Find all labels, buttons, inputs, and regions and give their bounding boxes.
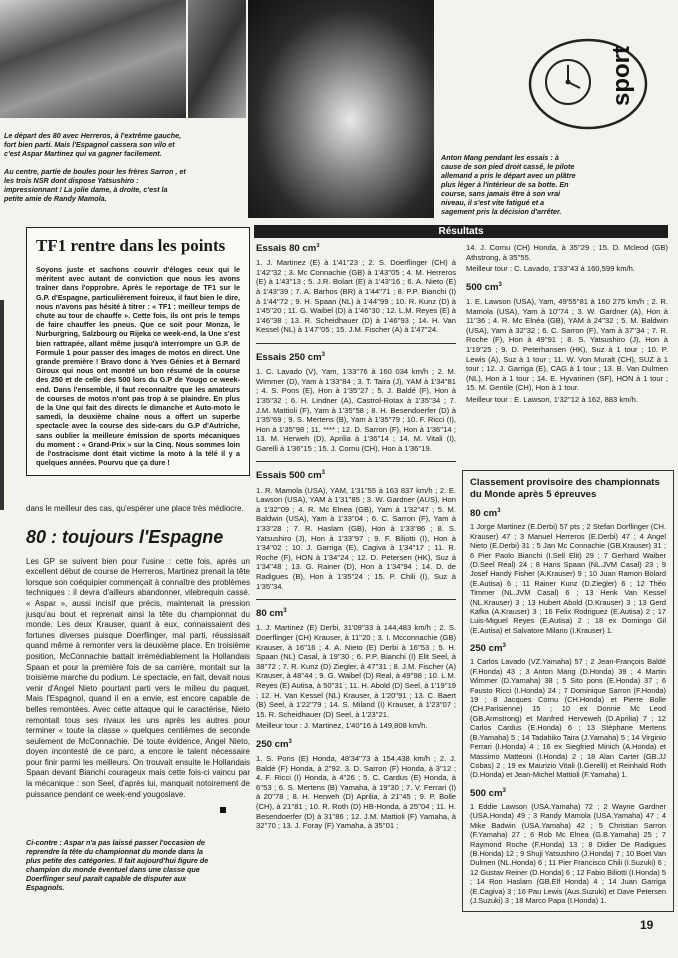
- caption-line: plus petite des catégories. Il fait aujourd'hui figure de: [26, 856, 209, 865]
- race-start-photo: [0, 0, 186, 118]
- end-mark: [220, 807, 226, 813]
- result-heading: Essais 80 cm: [256, 243, 317, 255]
- caption-line: allemand a pris le départ avec un plâtre: [441, 171, 576, 180]
- standings-text: 1 Eddie Lawson (USA.Yamaha) 72 ; 2 Wayne Gardner (USA.Honda) 49 ; 3 Randy Mamola (USA.Yamaha) 47 ; 4 Mike Badwin (USA.Yamaha) 42 ; 5 Christian Sarron (F.Yamaha) 27 ; 6 Rob Mc Elnea (G.B.Yamaha) 25 ; 7 Raymond Roche (F.Honda) 13 ; 8 Didier De Radigues (B.Honda) 12 ; 9 Shuji Yatsushiro (J.Honda) 7 ; 10 Boet Van Dulmen (NL.Honda) 6 ; 11 Pier Francisco Chili (I.Suzuki) 6 ; 12 Gustav Reiner (D.Honda) 6 ; 12 Fabio Biliotti (I.Honda) 5 ; 14 Ron Haslam (GB.Elf Honda) 4 ; 14 Juan Garriga (E.Cagiva) 3 ; 16 Pau Lewis (Aus.Suzuki) et Dave Petersen (J.Suzuki) 3 ; 18 Marco Papa (I.Honda) 1.: [470, 801, 666, 905]
- result-entry: Essais 500 $cm^3$ 1. R. Mamola (USA), YAM, 1'31''55 à 163 837 km/h ; 2. E. Lawson (USA), YAM à 1'31''85 ; 3. W. Gardner (AUS), Hon à 1'32''09 ; 4. R. Mc Elnea (GB), Yam à 1'32''47 ; 5. M. Baldwin (USA), Yam à 1'33''04 ; 6. C. Sarron (F), Yam à 1'33''28 ; 7. R. Haslam (GB), Hon à 1'33''86 ; 8. S. Yatsushiro (J), Hon à 1'33''97 ; 9. F. Biliotti (I), Hon à 1'34''02 ; 10. J. Garriga (E), Cagiva à 1'34''17 ; 11. R. Roche (F), HON à 1'34''24 ; 12. D. Petersen (HK), Suz à 1'34''48 ; 13. G. Rainer (D), Hon à 1'34''94 ; 14. D. de Radigues (B), Hon à 1'35''24 ; 15. P. Chili (I), Suz à 1'35''34.: [256, 470, 456, 591]
- caption-line: c'est Aspar Martinez qui va gagner facilement.: [4, 149, 162, 158]
- caption-line: les trois NSR dont dispose Yatsushiro :: [4, 176, 139, 185]
- photo-caption-left: [4, 131, 240, 203]
- caption-line: petite amie de Randy Mamola.: [4, 194, 107, 203]
- best-lap-text: Meilleur tour : C. Lavado, 1'33''43 à 160,599 km/h.: [466, 264, 635, 274]
- caption-line: niveau, il s'est vite fatigué et a: [441, 198, 545, 207]
- result-heading: 250 cm: [256, 739, 289, 751]
- result-heading: 80 cm: [256, 608, 284, 620]
- caption-line: Doerflinger seul paraît capable de disputer aux: [26, 874, 187, 883]
- sport-logo: [524, 32, 652, 132]
- result-entry: Essais 80 $cm^3$ 1. J. Martinez (E) à 1'41''23 ; 2. S. Doerflinger (CH) à 1'42''32 ; 3. Mc Connachie (GB) à 1'43''05 ; 4. M. Herreros (E) à 1'43''13 ; 5. J.R. Bolart (E) à 1'43''16 ; 6. A. Nieto (E) à 1'43''39 ; 7. A. Barhos (BR) à 1'44''71 ; 8. P.P. Bianchi (I) à 1'44''72 ; 9. H. Spaan (NL) à 1'44''99 ; 10. R. Kunz (D) à 1'45''20 ; 11. G. Waibel (D) à 1'46''30 ; 12. L.M. Reyes (E) à 1'46''38 ; 13. R. Scheidhauer (D) à 1'46''93 ; 14. H. Van Kessel (NL) à 1'47''05 ; 15. J.M. Fischer (A) à 1'47''24.: [256, 243, 456, 335]
- sport-logo-text: sport: [608, 46, 635, 106]
- caption-line: Le départ des 80 avec Herreros, à l'extrême gauche,: [4, 131, 182, 140]
- result-entry: [466, 243, 668, 262]
- bottom-caption: [26, 838, 252, 892]
- caption-line: fort bien parti. Mais l'Espagnol cassera son vilo et: [4, 140, 175, 149]
- standings-heading: 500 cm: [470, 787, 503, 799]
- caption-line: champion du monde éventuel dans une classe que: [26, 865, 200, 874]
- paddock-photo: [188, 0, 246, 118]
- article-lead: dans le meilleur des cas, qu'espérer une place très médiocre.: [26, 504, 244, 513]
- result-entry: [256, 721, 456, 731]
- result-entry: Essais 250 $cm^3$ 1. C. Lavado (V), Yam, 1'33''76 à 160 034 km/h ; 2. M. Wimmer (D), Yam à 1'33''84 ; 3. T. Taira (J), YAM à 1'34''81 ; 4. S. Pons (E), Hon à 1'35''27 ; 5. J. Baldé (F), Hon à 1'35''32 ; 6. H. Lindner (A), Castrol-Rotax à 1'35''34 ; 7. J.M. Mattioli (F), Yam à 1'35''58 ; 8. H. Besendoerfer (D) à 1'35''69 ; 9. S. Mertens (B), Yam à 1'35''79 ; 10. F. Ricci (I), Hon à 1'35''98 ; 11. **** ; 12. D. Sarron (F), Hon à 1'36''14 ; 13. M. Herweh (D), Aprilia à 1'36''14 ; 14. M. Vitali (I), Garelli à 1'36''15 ; 15. J. Cornu (CH), Hon à 1'36''19.: [256, 351, 456, 453]
- result-text: 1. R. Mamola (USA), YAM, 1'31''55 à 163 837 km/h ; 2. E. Lawson (USA), YAM à 1'31''85 ; 3. W. Gardner (AUS), Hon à 1'32''09 ; 4. R. Mc Elnea (GB), Yam à 1'32''47 ; 5. M. Baldwin (USA), Yam à 1'33''04 ; 6. C. Sarron (F), Yam à 1'33''28 ; 7. R. Haslam (GB), Hon à 1'33''86 ; 8. S. Yatsushiro (J), Hon à 1'33''97 ; 9. F. Biliotti (I), Hon à 1'34''02 ; 10. J. Garriga (E), Cagiva à 1'34''17 ; 11. R. Roche (F), HON à 1'34''24 ; 12. D. Petersen (HK), Suz à 1'34''48 ; 13. G. Rainer (D), Hon à 1'34''94 ; 14. D. de Radigues (B), Hon à 1'35''24 ; 15. P. Chili (I), Suz à 1'35''34.: [256, 485, 456, 591]
- result-heading: 500 cm: [466, 281, 499, 293]
- result-entry: [466, 395, 668, 405]
- best-lap-text: Meilleur tour : J. Martinez, 1'40''16 à 149,808 km/h.: [256, 721, 428, 731]
- article-body: Les GP se suivent bien pour l'usine : cette fois, après un excellent début de course de Herreros, Martinez prenait la tête lorsque son coéquipier commençait à connaître des problèmes techniques : il devra d'ailleurs abandonner, vilebrequin cassé. « Aspar », aussi incisif que précis, maintenait la pression jusqu'au bout et reprenait ainsi la tête du championnat du monde. Les deux Krauser, quant à eux, connaissaient des fortunes diverses puisque Doerflinger, mal parti, réussissait quand même à remonter vers la deuxième place. En troisième position, McConnachie battait irrémédiablement la Hollandais Spaan et pour la première fois de sa carrière, montait sur la troisième marche du podium. Le spectacle, en fait, devait nous venir d'Angel Nieto pourtant parti vers le milieu du paquet. Mais l'Espagnol, quand il en a envie, est encore capable de belles remontées. Avec cette attaque qui le caractérise, Nieto remontait tous ses rivaux les uns après les autres pour terminer « toute la classe » quelques centièmes de seconde seulement de McConnachie. De toute évidence, Angel Nieto, doyen incontesté de ce parc, a encore le talent nécessaire pour finir parmi les meilleurs. On trouvait ensuite le Hollandais Spaan devant Bianchi courageux mais cette fois-ci vaincu par la mécanique : son Seel, d'après lui, manquait notoirement de puissance pendant ce week-end yougoslave.: [26, 556, 250, 799]
- result-text: 1. E. Lawson (USA), Yam, 49'55''81 à 160 275 km/h ; 2. R. Mamola (USA), Yam à 10''74 ; 3. W. Gardner (A), Hon à 11''36 ; 4. R. Mc Elnéa (GB), YAM à 24''32 ; 5. M. Baldwin (USA), Yam à 32''32 ; 6. C. Sarron (F), Yam à 37''34 ; 7. R. Roche (F), Hon à 49''91 ; 8. S. Yatsushiro (J), Hon à 1'19''25 ; 9. D. Peterhansen (HK), Suz à 1 tour ; 10. P. Lewis (A), Suz à 1 tour ; 11. W. Von Muralt (CH), SUZ à 1 tour ; 12. J. Garriga (E), CAG à 1 tour ; 13. B. Van Dulmen (NL), Hon à 1 tour ; 14. E. Hyvarinen (SF), HON à 1 tour ; 15. M. Gentile (CH), Hon à 1 tour.: [466, 296, 668, 393]
- result-heading: Essais 250 cm: [256, 352, 322, 364]
- divider: [256, 461, 456, 462]
- caption-line: impressionnant ! La jolie dame, à droite, c'est la: [4, 185, 168, 194]
- standings-box: Classement provisoire des championnats du Monde après 5 épreuves 80 $cm^3$ 1 Jorge Martinez (E.Derbi) 57 pts ; 2 Stefan Dorflinger (CH. Krauser) 47 ; 3 Manuel Herreros (E.Derbi) 47 ; 4 Angel Nieto (E.Derbi) 31 ; 5 Jan Mc Connachie (GB.Krauser) 31 ; 6 Pier Paolo Bianchi (I.Sell Elit) 29 ; 7 Gerhard Waiber (D.Seel Real) 24 ; 8 Hans Spaan (NL.JVM Casal) 23 ; 9 Josef Handy Fisher (A.Krauser) 9 ; 10 Juan Ramon Bolard (E.Autisa) 6 ; 11 Rainer Kunz (D.Ziegler) 6 ; 12 Théo Timmer (NL.JVM Casal) 6 ; 13 Henk Van Kessel (NL.Krauser) 3 ; 13 Hubert Abold (D.Krauser) 3 ; 13 Gerd Kafka (A.Krauser) 3 ; 16 Felix Rodriguez (E.Autisa) 2 ; 17 Luis-Miguel Reyes (E.Autisa) 2 ; 18 ex Domingo Gil (E.Autisa) et Salvatore Milano (I.Krauser) 1. 250 $cm^3$ 1 Carlos Lavado (VZ.Yamaha) 57 ; 2 Jean-François Baldé (F.Honda) 43 ; 3 Anton Mang (D.Honda) 39 ; 4 Martin Wimmer (D.Yamaha) 38 ; 5 Sito pons (E.Honda) 37 ; 6 Fausto Ricci (I.Honda) 24 ; 7 Dominique Sarron (F.Honda) 19 ; 8 Jacques Cornu (CH.Honda) et Pierre Bolle (CH.Parisienne) 15 ; 10 ex Donnie Mc Leod (GB.Armstrong) et Manfred Herveweh (D.Aprilia) 7 ; 12 Carlos Cardus (E.Honda) 6 ; 13 Stéphane Mertens (B.Yamaha) 5 ; 14 Tadahiko Taira (J.Yamaha) 5 ; 14 Virginio Ferrari (I.Honda) 4 ; 16 ex Siegfried Minich (A.Honda) et Massimo Matteoni (I.Honda) 2 ; 18 Alan Carter (GB.JJ Cobas) 2 ; 19 ex Maurizio Vitali (I.Gerelli) et Reinhald Roth (D.Honda) et Jean-Michel Mattioli (F.Yamaha) 1. 500 $cm^3$ 1 Eddie Lawson (USA.Yamaha) 72 ; 2 Wayne Gardner (USA.Honda) 49 ; 3 Randy Mamola (USA.Yamaha) 47 ; 4 Mike Badwin (USA.Yamaha) 42 ; 5 Christian Sarron (F.Yamaha) 27 ; 6 Rob Mc Elnea (G.B.Yamaha) 25 ; 7 Raymond Roche (F.Honda) 13 ; 8 Didier De Radigues (B.Honda) 12 ; 9 Shuji Yatsushiro (J.Honda) 7 ; 10 Boet Van Dulmen (NL.Honda) 6 ; 11 Pier Francisco Chili (I.Suzuki) 6 ; 12 Gustav Reiner (D.Honda) 6 ; 12 Fabio Biliotti (I.Honda) 5 ; 14 Ron Haslam (GB.Elf Honda) 4 ; 14 Juan Garriga (E.Cagiva) 3 ; 16 Pau Lewis (Aus.Suzuki) et Dave Petersen (J.Suzuki) 3 ; 18 Marco Papa (I.Honda) 1.: [462, 470, 674, 912]
- caption-line: Ci-contre : Aspar n'a pas laissé passer l'occasion de: [26, 838, 205, 847]
- page-number: 19: [640, 918, 654, 932]
- best-lap-text: Meilleur tour : E. Lawson, 1'32''12 à 162, 883 km/h.: [466, 394, 638, 404]
- caption-line: sagement pris la décision d'arrêter.: [441, 207, 562, 216]
- standings-text: 1 Jorge Martinez (E.Derbi) 57 pts ; 2 Stefan Dorflinger (CH. Krauser) 47 ; 3 Manuel Herreros (E.Derbi) 47 ; 4 Angel Nieto (E.Derbi) 31 ; 5 Jan Mc Connachie (GB.Krauser) 31 ; 6 Pier Paolo Bianchi (I.Sell Elit) 29 ; 7 Gerhard Waiber (D.Seel Real) 24 ; 8 Hans Spaan (NL.JVM Casal) 23 ; 9 Josef Handy Fisher (A.Krauser) 9 ; 10 Juan Ramon Bolard (E.Autisa) 6 ; 11 Rainer Kunz (D.Ziegler) 6 ; 12 Théo Timmer (NL.JVM Casal) 6 ; 13 Henk Van Kessel (NL.Krauser) 3 ; 13 Hubert Abold (D.Krauser) 3 ; 13 Gerd Kafka (A.Krauser) 3 ; 16 Felix Rodriguez (E.Autisa) 2 ; 17 Luis-Miguel Reyes (E.Autisa) 2 ; 18 ex Domingo Gil (E.Autisa) et Salvatore Milano (I.Krauser) 1.: [470, 522, 666, 635]
- standings-heading: 250 cm: [470, 643, 503, 655]
- result-entry: 80 $cm^3$ 1. J. Martinez (E) Derbi, 31'09''33 à 144,483 km/h ; 2. S. Doerflinger (CH) Krauser, à 11''20 ; 3. I. Mcconnachie (GB) Krauser, à 16''16 ; 4. A. Nieto (E) Derbi à 16''53 ; 5. H. Spaan (NL) Casal, à 19''30 ; 6. P.P. Bianchi (I) Elit Seel, à 38''72 ; 7. R. Kunz (D) Ziegler, à 47''31 ; 8. J.M. Fischer (A) Krauser, à 48''44 ; 9. G. Waibel (D) Real, à 49''98 ; 10. L.M. Reyes (E) Autisa, à 50''31 ; 11. H. Abold (D) Seel, à 1'19''19 ; 12. H. Van Kessel (NL) Krauser, à 1'20''91 ; 13. C. Baert (B) Seel, à 1'22''79 ; 14. S. Miland (I) Krauser, à 1'23''07 ; 15. R. Scheidhauer (D) Seel, à 1'23''21.: [256, 608, 456, 719]
- result-text: 1. S. Pons (E) Honda, 48'34''73 à 154,438 km/h ; 2. J. Baldé (F) Honda, à 2''92. 3. D. Sarron (F) Honda, à 3''12 ; 4. F. Ricci (I) Honda, à 4''26 ; 5. C. Cardus (E) Honda, à 6''53 ; 6. S. Mertens (B) Yamaha, à 19''30 ; 7. V. Ferrari (I) à 20''78 ; 8. H. Herweh (D) Aprilia, à 21''45 ; 9. P. Bolle (CH), à 21''81 ; 10. R. Roth (D) HB-Honda, à 25''04 ; 11. H. Besendoerfer (D) à 31''86 ; 12. J.M. Mattioli (F) Yamaha, à 32''70 ; 13. J. Foray (F) Yamaha, à 35''01 ;: [256, 754, 456, 831]
- left-photo-strip: [0, 300, 4, 510]
- result-heading: Essais 500 cm: [256, 470, 322, 482]
- standings-heading: 80 cm: [470, 508, 498, 520]
- result-text: 1. J. Martinez (E) à 1'41''23 ; 2. S. Doerflinger (CH) à 1'42''32 ; 3. Mc Connachie (GB) à 1'43''05 ; 4. M. Herreros (E) à 1'43''13 ; 5. J.R. Bolart (E) à 1'43''16 ; 6. A. Nieto (E) à 1'43''39 ; 7. A. Barhos (BR) à 1'44''71 ; 8. P.P. Bianchi (I) à 1'44''72 ; 9. H. Spaan (NL) à 1'44''99 ; 10. R. Kunz (D) à 1'45''20 ; 11. G. Waibel (D) à 1'46''30 ; 12. L.M. Reyes (E) à 1'46''38 ; 13. R. Scheidhauer (D) à 1'46''93 ; 14. H. Van Kessel (NL) à 1'47''05 ; 15. J.M. Fischer (A) à 1'47''24.: [256, 258, 456, 335]
- standings-title: Classement provisoire des championnats du Monde après 5 épreuves: [470, 477, 660, 500]
- tf1-title: TF1 rentre dans les points: [36, 236, 226, 255]
- divider: [256, 343, 456, 344]
- result-text: 14. J. Cornu (CH) Honda, à 35''29 ; 15. D. Mcleod (GB) Athstrong, à 35''55.: [466, 243, 668, 262]
- divider: [256, 599, 456, 600]
- result-text: 1. J. Martinez (E) Derbi, 31'09''33 à 144,483 km/h ; 2. S. Doerflinger (CH) Krauser, à 11''20 ; 3. I. Mcconnachie (GB) Krauser, à 16''16 ; 4. A. Nieto (E) Derbi à 16''53 ; 5. H. Spaan (NL) Casal, à 19''30 ; 6. P.P. Bianchi (I) Elit Seel, à 38''72 ; 7. R. Kunz (D) Ziegler, à 47''31 ; 8. J.M. Fischer (A) Krauser, à 48''44 ; 9. G. Waibel (D) Real, à 49''98 ; 10. L.M. Reyes (E) Autisa, à 50''31 ; 11. H. Abold (D) Seel, à 1'19''19 ; 12. H. Van Kessel (NL) Krauser, à 1'20''91 ; 13. C. Baert (B) Seel, à 1'22''79 ; 14. S. Miland (I) Krauser, à 1'23''07 ; 15. R. Scheidhauer (D) Seel, à 1'23''21.: [256, 623, 456, 719]
- results-col-2: [466, 243, 668, 413]
- article: [26, 504, 250, 818]
- result-text: 1. C. Lavado (V), Yam, 1'33''76 à 160 034 km/h ; 2. M. Wimmer (D), Yam à 1'33''84 ; 3. T. Taira (J), YAM à 1'34''81 ; 4. S. Pons (E), Hon à 1'35''27 ; 5. J. Baldé (F), Hon à 1'35''32 ; 6. H. Lindner (A), Castrol-Rotax à 1'35''34 ; 7. J.M. Mattioli (F), Yam à 1'35''58 ; 8. H. Besendoerfer (D) à 1'35''69 ; 9. S. Mertens (B), Yam à 1'35''79 ; 10. F. Ricci (I), Hon à 1'35''98 ; 11. **** ; 12. D. Sarron (F), Hon à 1'36''14 ; 13. M. Herweh (D), Aprilia à 1'36''14 ; 14. M. Vitali (I), Garelli à 1'36''15 ; 15. J. Cornu (CH), Hon à 1'36''19.: [256, 367, 456, 453]
- result-entry: [466, 264, 668, 274]
- article-title: 80 : toujours l'Espagne: [26, 526, 224, 547]
- caption-line: cause de son pied droit cassé, le pilote: [441, 162, 575, 171]
- results-banner: [254, 225, 668, 238]
- caption-line: Au centre, partie de boules pour les frères Sarron , et: [4, 167, 186, 176]
- result-entry: 250 $cm^3$ 1. S. Pons (E) Honda, 48'34''73 à 154,438 km/h ; 2. J. Baldé (F) Honda, à 2''92. 3. D. Sarron (F) Honda, à 3''12 ; 4. F. Ricci (I) Honda, à 4''26 ; 5. C. Cardus (E) Honda, à 6''53 ; 6. S. Mertens (B) Yamaha, à 19''30 ; 7. V. Ferrari (I) à 20''78 ; 8. H. Herweh (D) Aprilia, à 21''45 ; 9. P. Bolle (CH), à 21''81 ; 10. R. Roth (D) HB-Honda, à 25''04 ; 11. H. Besendoerfer (D) à 31''86 ; 12. J.M. Mattioli (F) Yamaha, à 32''70 ; 13. J. Foray (F) Yamaha, à 35''01 ;: [256, 738, 456, 831]
- result-entry: 500 $cm^3$ 1. E. Lawson (USA), Yam, 49'55''81 à 160 275 km/h ; 2. R. Mamola (USA), Yam à 10''74 ; 3. W. Gardner (A), Hon à 11''36 ; 4. R. Mc Elnéa (GB), YAM à 24''32 ; 5. M. Baldwin (USA), Yam à 32''32 ; 6. C. Sarron (F), Yam à 37''34 ; 7. R. Roche (F), Hon à 49''91 ; 8. S. Yatsushiro (J), Hon à 1'19''25 ; 9. D. Peterhansen (HK), Suz à 1 tour ; 10. P. Lewis (A), Suz à 1 tour ; 11. W. Von Muralt (CH), SUZ à 1 tour ; 12. J. Garriga (E), CAG à 1 tour ; 13. B. Van Dulmen (NL), Hon à 1 tour ; 14. E. Hyvarinen (SF), HON à 1 tour ; 15. M. Gentile (CH), Hon à 1 tour.: [466, 281, 668, 393]
- results-banner-label: Résultats: [438, 226, 484, 237]
- standings-text: 1 Carlos Lavado (VZ.Yamaha) 57 ; 2 Jean-François Baldé (F.Honda) 43 ; 3 Anton Mang (D.Honda) 39 ; 4 Martin Wimmer (D.Yamaha) 38 ; 5 Sito pons (E.Honda) 37 ; 6 Fausto Ricci (I.Honda) 24 ; 7 Dominique Sarron (F.Honda) 19 ; 8 Jacques Cornu (CH.Honda) et Pierre Bolle (CH.Parisienne) 15 ; 10 ex Donnie Mc Leod (GB.Armstrong) et Manfred Herveweh (D.Aprilia) 7 ; 12 Carlos Cardus (E.Honda) 6 ; 13 Stéphane Mertens (B.Yamaha) 5 ; 14 Tadahiko Taira (J.Yamaha) 5 ; 14 Virginio Ferrari (I.Honda) 4 ; 16 ex Siegfried Minich (A.Honda) et Massimo Matteoni (I.Honda) 2 ; 18 Alan Carter (GB.JJ Cobas) 2 ; 19 ex Maurizio Vitali (I.Gerelli) et Reinhald Roth (D.Honda) et Jean-Michel Mattioli (F.Yamaha) 1.: [470, 657, 666, 780]
- photo-caption-right: [441, 153, 601, 216]
- results-col-1: [256, 243, 456, 937]
- caption-line: Anton Mang pendant les essais : à: [441, 153, 559, 162]
- caption-line: course, sans jamais être à son vrai: [441, 189, 561, 198]
- tf1-body: Soyons juste et sachons couvrir d'éloges ceux qui le méritent avec autant de conviction que nous les avons traîner dans l'opprobre. Après le reportage de TF1 sur le G.P. d'Espagne, particulièrement foireux, il faut bien le dire, nous n'avons pas hésité à titrer : « TF1 : meilleur temps de chute au tour de chauffe ». Cette fois, ils ont pris le temps de faire chauffer les pneus. Que ce soit pour Monza, le Nurburgring, Salzbourg ou Rijeka ce week-end, la Une s'est bien rattrapée, allant même jusqu'à interrompre un G.P. de Formule 1 pour passer des images de motos en direct. Une grande première ! Bravo donc à Yves Génies et à Bernard Giroux qui nous ont montré un bon résumé de la course des 250 et de celle des 500 lors du G.P de Yougo ce week-end. Dans l'ensemble, il faut reconnaître que les amateurs de courses de motos n'ont pas trop à se plaindre. En plus de la Une qui fait des directs le dimanche et Auto-moto le samedi, la deuxième chaîne nous a offert un superbe spectacle avec la course des side-cars du G.P d'Autriche, sans oublier la meilleure émission de sports mécaniques du moment : « Grand-Prix » sur la Cinq. Nous sommes loin de l'ostracisme dont était victime la moto à la télé il y a quelques années. Pourvu que ça dure !: [36, 265, 240, 468]
- anton-mang-boot-photo: [248, 0, 434, 218]
- caption-line: Espagnols.: [26, 883, 65, 892]
- caption-line: reprendre la tête du championnat du monde dans la: [26, 847, 203, 856]
- tf1-box: [26, 227, 250, 476]
- caption-line: plus léger à l'intérieur de sa botte. En: [441, 180, 569, 189]
